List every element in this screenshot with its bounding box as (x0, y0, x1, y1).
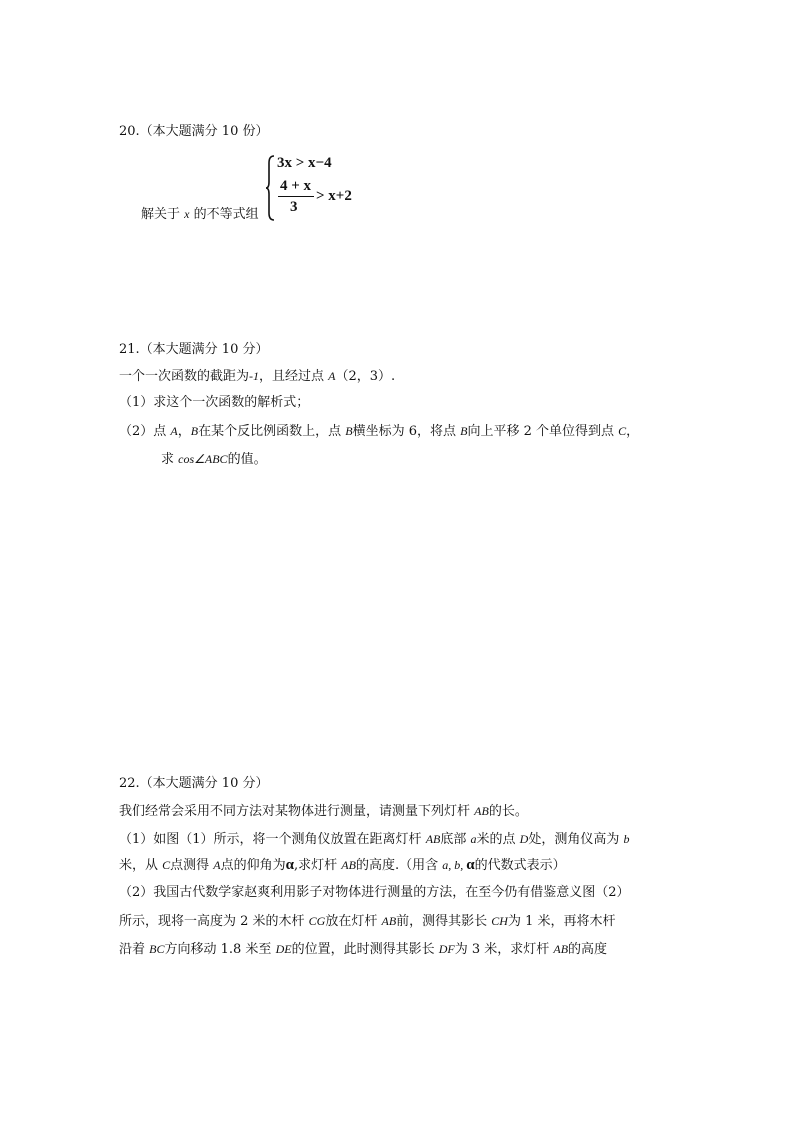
q21-part-2-line-2 (161, 451, 267, 468)
q22-line-5 (119, 913, 616, 930)
q21-header: 21.（本大题满分 10 分） (119, 342, 269, 357)
q21-cos-expression: cos∠ABC (178, 452, 228, 466)
q22-text: 的长。 (488, 804, 528, 819)
q22-var: AB (381, 914, 397, 928)
q21-part2-point: B (345, 424, 353, 438)
q22-text: 米的点 (476, 832, 520, 847)
q21-part2-text: 横坐标为 6，将点 (352, 424, 461, 439)
q22-text: 沿着 (119, 942, 150, 957)
q22-text: ,求灯杆 (294, 858, 342, 873)
q21-part2-point: C (618, 424, 627, 438)
q22-text: 点的仰角为 (220, 858, 286, 873)
q22-line-2 (119, 831, 629, 848)
q22-text: 为 3 米，求灯杆 (454, 942, 554, 957)
q21-part2-point: B (460, 424, 468, 438)
q22-var: AB (341, 858, 356, 872)
q20-frac-denominator: 3 (290, 199, 298, 215)
q22-var: b (623, 832, 630, 846)
q20-inequality-1: 3x > x−4 (277, 155, 332, 171)
q21-statement-post: （2，3）. (335, 369, 396, 384)
q21-part2-text: 向上平移 2 个单位得到点 (467, 424, 619, 439)
q21-part2-text: 的值。 (227, 452, 267, 467)
q20-prompt-pre: 解关于 (141, 207, 185, 222)
q22-text: 为 1 米，再将木杆 (507, 914, 616, 929)
q22-line-4: （2）我国古代数学家赵爽利用影子对物体进行测量的方法，在至今仍有借鉴意义图（2） (119, 885, 630, 900)
q21-statement (119, 368, 395, 385)
q21-part2-point: B (190, 424, 199, 438)
q22-var: a, b, (442, 858, 467, 872)
q20-fraction-bar (278, 196, 314, 197)
q21-part2-text: （2）点 (119, 424, 171, 439)
q22-var: DF (438, 942, 455, 956)
q21-part-1: （1）求这个一次函数的解析式； (119, 395, 310, 410)
q21-part2-point: A (170, 424, 178, 438)
q21-part2-text: 求 (161, 452, 179, 467)
q21-part2-text: ， (626, 424, 640, 439)
q22-var: CG (308, 914, 326, 928)
q22-line-3 (119, 857, 566, 874)
q22-var: C (162, 858, 171, 872)
q21-statement-pre: 一个一次函数的截距为 (119, 369, 250, 384)
q20-prompt-var: x (184, 207, 190, 221)
q21-part2-text: ， (177, 424, 191, 439)
q20-prompt (141, 206, 259, 223)
q22-text: 所示，现将一高度为 2 米的木杆 (119, 914, 309, 929)
q21-part-2-line-1 (119, 423, 639, 440)
q22-text: 放在灯杆 (325, 914, 382, 929)
q22-var: AB (553, 942, 569, 956)
q22-var: AB (425, 832, 441, 846)
q21-statement-mid: ，且经过点 (259, 369, 329, 384)
q22-text: 底部 (440, 832, 471, 847)
q22-text: 前，测得其影长 (396, 914, 492, 929)
q20-frac-numerator: 4 + x (280, 178, 312, 194)
q22-var: CH (491, 914, 508, 928)
q22-var: BC (149, 942, 165, 956)
q22-var: a (470, 832, 477, 846)
q20-inequality-2-rhs: > x+2 (316, 188, 352, 204)
q21-part2-text: 在某个反比例函数上，点 (198, 424, 346, 439)
q22-alpha: α (466, 857, 475, 873)
q22-var: DE (275, 942, 292, 956)
q22-text: 的位置，此时测得其影长 (291, 942, 439, 957)
q22-text: 处，测角仪高为 (528, 832, 624, 847)
q22-alpha: α (285, 857, 295, 873)
q22-header: 22.（本大题满分 10 分） (119, 776, 269, 791)
q22-line-1 (119, 803, 528, 820)
q22-text: 点测得 (170, 858, 214, 873)
q21-point-A: A (328, 369, 336, 383)
q22-text: （1）如图（1）所示，将一个测角仪放置在距离灯杆 (119, 832, 426, 847)
q20-system-brace (266, 155, 276, 221)
q22-var: D (519, 832, 529, 846)
q22-var: A (213, 858, 221, 872)
q22-text: 的高度 (568, 942, 608, 957)
q22-line-6 (119, 941, 607, 958)
q22-text: 米，从 (119, 858, 163, 873)
q22-text: 方向移动 1.8 米至 (164, 942, 276, 957)
q22-var: AB (474, 804, 489, 818)
q20-prompt-post: 的不等式组 (189, 207, 259, 222)
q22-text: 的代数式表示） (474, 858, 566, 873)
q22-text: 我们经常会采用不同方法对某物体进行测量，请测量下列灯杆 (119, 804, 475, 819)
q20-header: 20.（本大题满分 10 份） (119, 124, 269, 139)
q22-text: 的高度.（用含 (355, 858, 443, 873)
q21-intercept-value: -1 (249, 369, 260, 383)
